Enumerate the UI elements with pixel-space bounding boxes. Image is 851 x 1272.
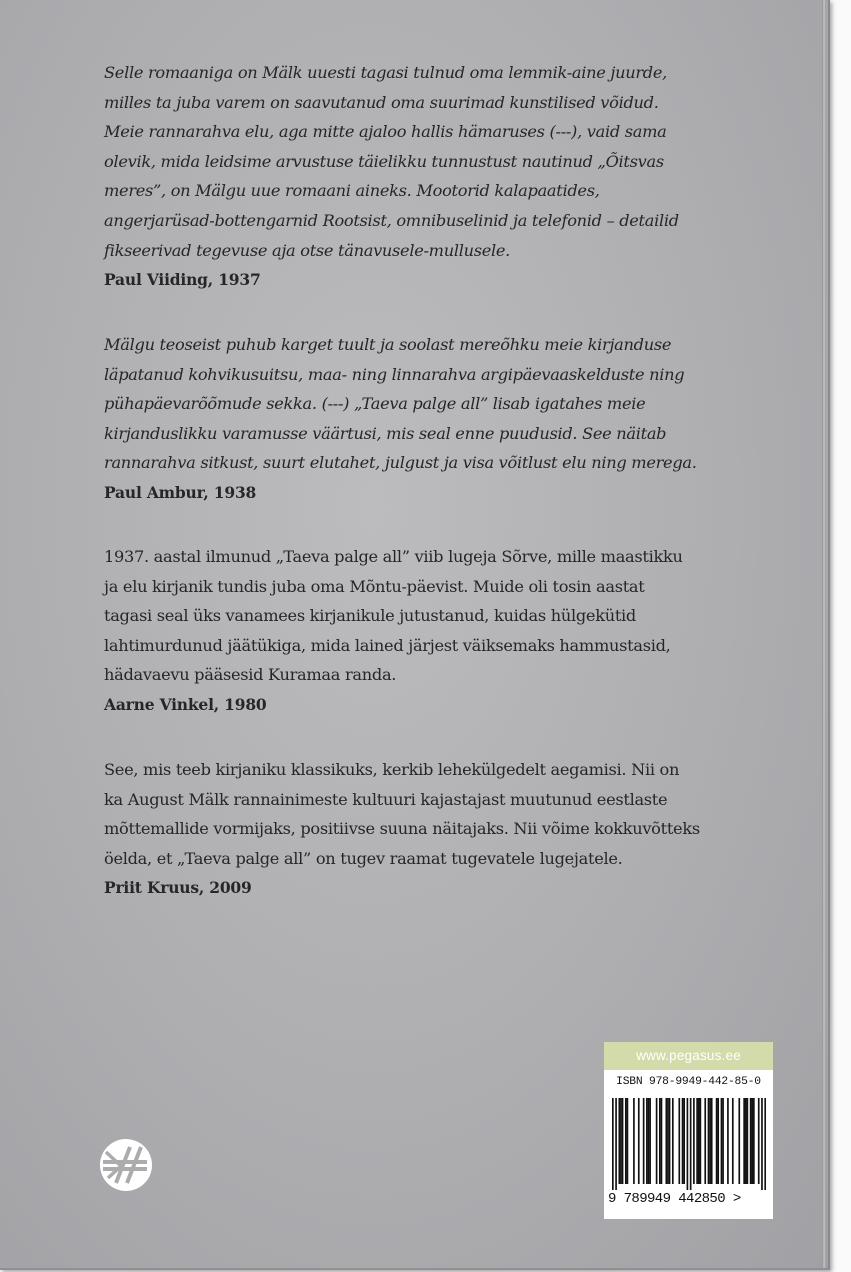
barcode-bar [649,1098,651,1184]
quote-line: Mälgu teoseist puhub karget tuult ja soolast mereõhku meie kirjanduse [104,335,672,354]
quote-line: rannarahva sitkust, suurt elutahet, julgust ja visa võitlust elu ning merega. [104,453,697,473]
barcode-bar [665,1098,667,1184]
publisher-url: www.pegasus.ee [604,1042,773,1070]
quote-line: pühapäevarõõmude sekka. (---) „Taeva palge all” lisab igatahes meie [104,394,646,414]
barcode-bar [615,1098,617,1190]
barcode-bar [747,1098,749,1184]
quote-line: meres”, on Mälgu uue romaani aineks. Mootorid kalapaatides, [104,181,600,201]
quote-line: ja elu kirjanik tundis juba oma Mõntu-päevist. Muide oli tosin aastat [104,576,645,596]
quote-line: öelda, et „Taeva palge all” on tugev raamat tugevatele lugejatele. [104,848,623,868]
ean-digits: 9 789949 442850 > [608,1191,741,1207]
quote-text [104,755,700,873]
barcode-bar [648,1098,650,1184]
quote-line: Selle romaaniga on Mälk uuesti tagasi tulnud oma lemmik-aine juurde, [104,63,667,82]
barcode-sticker [604,1042,773,1219]
quote-line: läpatanud kohvikusuitsu, maa- ning linnarahva argipäevaaskelduste ning [104,364,685,384]
quote-author: Aarne Vinkel, 1980 [104,694,267,714]
quote-line: tagasi seal üks vanamees kirjanikule jutustanud, kuidas hülgekütid [104,606,636,626]
barcode-bar [745,1098,747,1184]
quote-line: lahtimurdunud jäätükiga, mida lained järjest väiksemaks hammustasid, [104,635,671,655]
barcode-bar [722,1098,724,1184]
isbn-label: ISBN 978-9949-442-85-0 [616,1076,761,1088]
barcode-bar [643,1098,645,1184]
barcode-bar [711,1098,713,1184]
barcode-bar [751,1098,753,1184]
pegasus-logo-icon [99,1138,153,1192]
barcode-bar [764,1098,766,1190]
barcode-bar [669,1098,671,1184]
barcode-bar [661,1098,663,1184]
quote-block-viiding [104,58,679,294]
barcode-bar [709,1098,711,1184]
barcode-bar [638,1098,640,1184]
barcode-bar [698,1098,700,1184]
barcode-bar [625,1098,627,1184]
barcode-bars [612,1098,766,1190]
barcode-bar [761,1098,763,1190]
barcode-bar [700,1098,702,1184]
quote-author: Paul Viiding, 1937 [104,270,261,290]
quote-text [104,330,697,478]
barcode-bar [717,1098,719,1184]
quote-line: hädavaevu pääsesid Kuramaa randa. [104,665,397,685]
barcode-bar [659,1098,661,1184]
barcode-bar [690,1098,692,1190]
quote-line: mõttemallide vormijaks, positiivse suuna näitajaks. Nii võime kokkuvõtteks [104,819,700,839]
quote-author: Paul Ambur, 1938 [104,482,257,502]
quote-block-kruus [104,755,700,902]
barcode-bar [672,1098,674,1184]
barcode-bar [646,1098,648,1184]
barcode-bar [743,1098,745,1184]
quote-line: fikseerivad tegevuse aja otse tänavusele-mullusele. [104,240,511,260]
barcode-bar [622,1098,624,1184]
barcode-bar [687,1098,689,1190]
spine-edge [822,0,826,1268]
barcode-bar [732,1098,734,1184]
quote-line: See, mis teeb kirjaniku klassikuks, kerkib lehekülgedelt aegamisi. Nii on [104,760,680,779]
barcode-bar [682,1098,684,1184]
quote-text [104,542,683,690]
barcode-bar [696,1098,698,1184]
quote-text [104,58,679,265]
barcode-bar [758,1098,760,1184]
quote-line: 1937. aastal ilmunud „Taeva palge all” viib lugeja Sõrve, mille maastikku [104,547,683,566]
quote-line: kirjanduslikku varamusse väärtusi, mis seal enne puudusid. See näitab [104,423,667,443]
quote-line: angerjarüsad-bottengarnid Rootsist, omnibuselinid ja telefonid – detailid [104,210,679,230]
barcode-bar [618,1098,620,1184]
quote-line: Meie rannarahva elu, aga mitte ajaloo hallis hämaruses (---), vaid sama [104,122,667,142]
quote-line: ka August Mälk rannainimeste kultuuri kajastajast muutunud eestlaste [104,789,668,809]
barcode-bar [721,1098,723,1184]
quote-line: milles ta juba varem on saavutanud oma suurimad kunstilised võidud. [104,92,659,112]
barcode-bar [620,1098,622,1184]
quote-author: Priit Kruus, 2009 [104,878,252,898]
barcode-bar [753,1098,755,1184]
quote-block-vinkel [104,542,683,719]
barcode-bar [667,1098,669,1184]
barcode-bar [693,1098,695,1184]
barcode-bar [708,1098,710,1184]
barcode-bar [678,1098,680,1184]
barcode-bar [716,1098,718,1184]
barcode-bar [683,1098,685,1184]
barcode-bar [656,1098,658,1184]
barcode-bar [612,1098,614,1190]
barcode-bar [704,1098,706,1184]
barcode-bar [738,1098,740,1184]
barcode-bar [627,1098,629,1184]
barcode-bar [727,1098,729,1184]
quote-line: olevik, mida leidsime arvustuse täielikku tunnustust nautinud „Õitsvas [104,151,664,171]
barcode-bar [633,1098,635,1184]
quote-block-ambur [104,330,697,507]
barcode-bar [750,1098,752,1184]
